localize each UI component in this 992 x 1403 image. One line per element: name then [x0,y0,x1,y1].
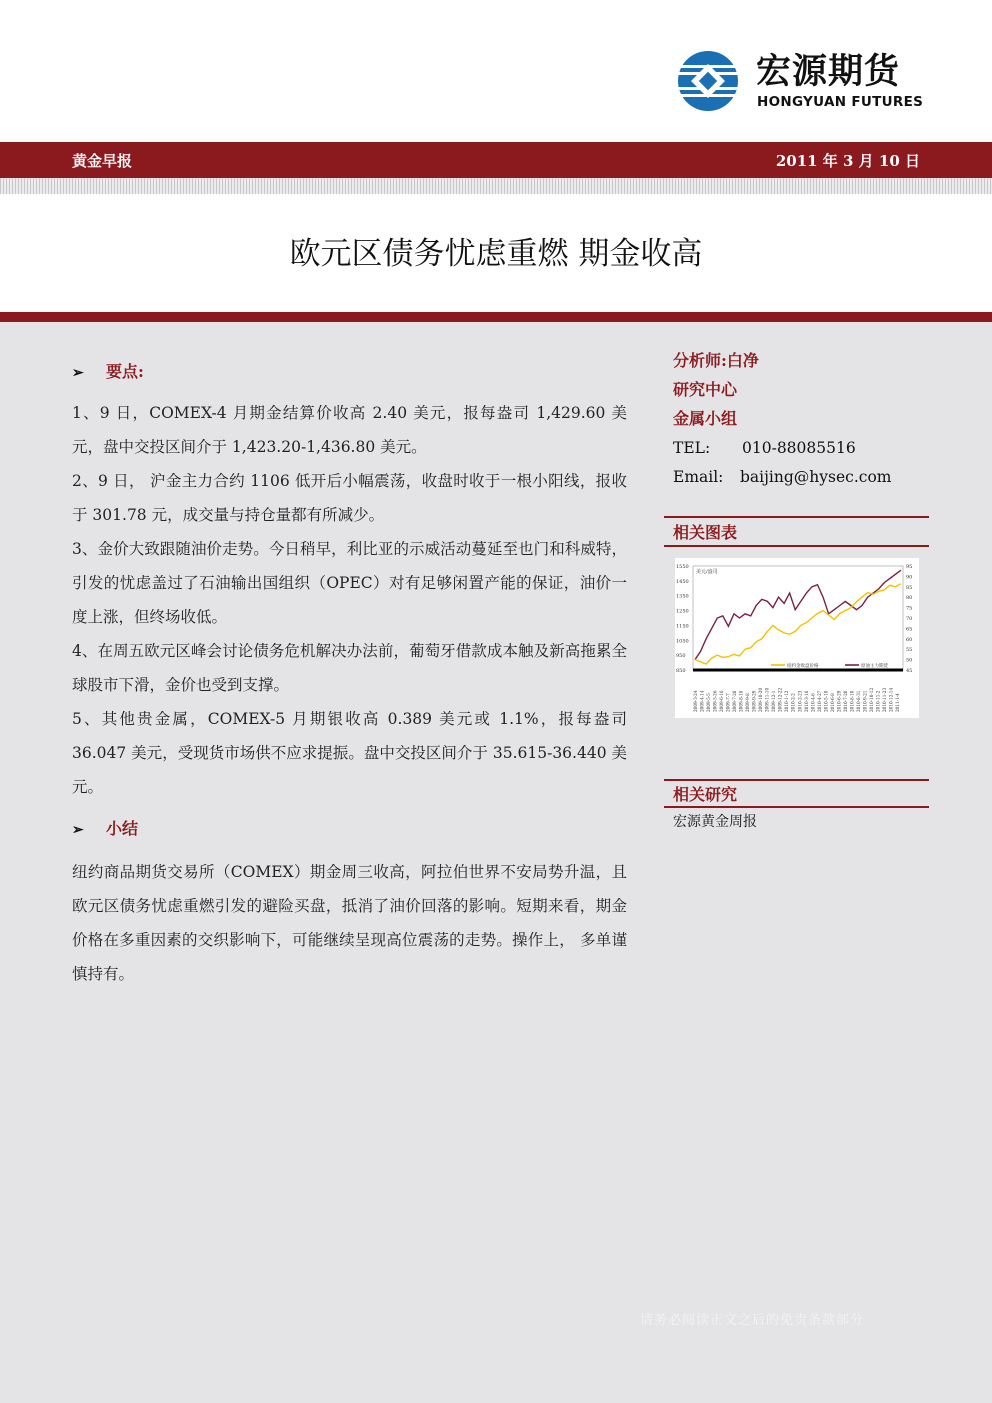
point-paragraph: 2、9 日， 沪金主力合约 1106 低开后小幅震荡，收盘时收于一根小阳线，报收于 301.78 元，成交量与持仓量都有所减少。 [72,472,627,524]
x-tick-label: 2009-5-26 [712,690,718,712]
charts-heading: 相关图表 [673,523,738,542]
summary-paragraph: 纽约商品期货交易所（COMEX）期金周三收高，阿拉伯世界不安局势升温，且欧元区债务忧虑重燃引发的避险买盘，抵消了油价回落的影响。短期来看，期金价格在多重因素的交织影响下，可能继续呈现高位震荡的走势。操作上， 多单谨慎持有。 [72,863,627,983]
tel-value: 010-88085516 [742,439,856,457]
x-tick-label: 2010-12-14 [888,687,894,712]
hongyuan-logo-icon [674,50,742,112]
y-right-tick-label: 60 [906,636,913,643]
research-item[interactable]: 宏源黄金周报 [673,814,757,830]
department: 研究中心 [673,380,738,399]
section-heading-summary [72,818,138,841]
oil-series-line [695,570,901,659]
gold-oil-chart [675,558,919,718]
email-label: Email: [673,468,724,486]
y-left-tick-label: 1250 [676,608,689,615]
group-name: 金属小组 [673,409,738,428]
y-left-tick-label: 1550 [676,564,689,570]
point-paragraph: 1、9 日，COMEX-4 月期金结算价收高 2.40 美元，报每盎司 1,429.60 美元，盘中交投区间介于 1,423.20-1,436.80 美元。 [72,404,627,456]
x-tick-label: 2009-7-7 [725,693,731,712]
email-value[interactable]: baijing@hysec.com [740,468,892,486]
x-tick-label: 2009-12-1 [771,690,777,712]
x-tick-label: 2010-3-16 [803,690,809,712]
x-tick-label: 2010-8-10 [849,690,855,712]
x-tick-label: 2009-6-16 [719,690,725,712]
x-tick-label: 2009-11-10 [764,687,770,712]
x-tick-label: 2010-9-21 [862,690,868,712]
legend-label-oil: 原油主力期货 [861,664,888,669]
x-tick-label: 2010-6-29 [836,690,842,712]
x-tick-label: 2009-8-18 [738,690,744,712]
arrow-bullet-icon: ➢ [72,365,84,381]
research-heading: 相关研究 [673,785,738,804]
footer-disclaimer: 请务必阅读正文之后的免责条款部分 [640,1313,865,1328]
x-tick-label: 2009-10-20 [758,687,764,712]
y-left-tick-label: 950 [676,653,686,660]
y-right-tick-label: 70 [906,616,913,622]
tel-label: TEL: [673,439,711,457]
x-tick-label: 2009-9-8 [745,693,751,712]
x-tick-label: 2009-3-24 [693,690,698,712]
x-tick-label: 2011-1-4 [895,693,900,712]
x-tick-label: 2010-4-6 [810,693,816,712]
x-tick-label: 2009-9-29 [751,690,757,712]
legend-label-gold: 纽约金收盘价格 [787,664,819,669]
x-tick-label: 2010-1-12 [784,690,790,712]
sidebar-rule [664,545,929,547]
y-right-tick-label: 95 [906,564,913,570]
y-right-tick-label: 65 [906,626,913,633]
y-left-tick-label: 1150 [676,623,689,630]
y-left-tick-label: 1350 [676,593,689,600]
title-rule [0,312,992,322]
x-tick-label: 2010-11-2 [875,690,881,712]
x-tick-label: 2010-6-8 [829,693,835,712]
arrow-bullet-icon: ➢ [72,822,84,838]
y-right-tick-label: 80 [906,595,913,602]
x-tick-label: 2010-8-31 [855,690,861,712]
section-heading-label: 要点: [106,362,144,381]
unit-label: 美元/盎司 [696,569,718,575]
point-paragraph: 5、其他贵金属，COMEX-5 月期银收高 0.389 美元或 1.1%，报每盎司 36.047 美元，受现货市场供不应求提振。盘中交投区间介于 35.615-36.440 美元。 [72,710,627,796]
x-tick-label: 2009-4-14 [699,690,705,712]
y-left-tick-label: 850 [676,668,686,674]
x-tick-label: 2010-10-12 [868,687,874,712]
x-tick-label: 2010-2-2 [790,693,796,712]
y-right-tick-label: 90 [906,574,913,581]
x-tick-label: 2010-11-23 [881,687,887,712]
page-title: 欧元区债务忧虑重燃 期金收高 [289,236,703,272]
x-tick-label: 2010-2-23 [797,690,803,712]
point-paragraph: 3、金价大致跟随油价走势。今日稍早，利比亚的示威活动蔓延至也门和科威特，引发的忧虑盖过了石油输出国组织（OPEC）对有足够闲置产能的保证，油价一度上涨，但终场收低。 [72,540,627,626]
y-right-tick-label: 50 [906,657,913,664]
sidebar-rule [664,516,929,518]
y-right-tick-label: 85 [906,584,913,591]
report-type: 黄金早报 [72,152,133,170]
x-tick-label: 2009-12-22 [777,687,783,712]
sidebar-rule [664,779,929,781]
y-right-tick-label: 55 [906,647,913,654]
brand-name-en: HONGYUAN FUTURES [757,94,924,110]
y-right-tick-label: 45 [906,668,913,674]
y-right-tick-label: 75 [906,605,913,612]
x-tick-label: 2009-7-28 [732,690,738,712]
brand-name-cn: 宏源期货 [756,52,901,92]
sidebar-rule [664,806,929,808]
chart-svg [675,558,919,718]
x-tick-label: 2010-5-18 [823,690,829,712]
x-tick-label: 2010-4-27 [816,690,822,712]
report-date: 2011 年 3 月 10 日 [775,152,920,170]
section-heading-points [72,361,144,384]
x-tick-label: 2009-5-5 [706,693,712,712]
y-left-tick-label: 1050 [676,638,689,645]
point-paragraph: 4、在周五欧元区峰会讨论债务危机解决办法前，葡萄牙借款成本触及新高拖累全球股市下滑，金价也受到支撑。 [72,642,627,694]
section-heading-label: 小结 [106,819,139,838]
x-tick-label: 2010-7-20 [842,690,848,712]
decorative-strip [0,178,992,194]
analyst-name: 分析师:白净 [673,351,759,370]
y-left-tick-label: 1450 [676,578,689,585]
